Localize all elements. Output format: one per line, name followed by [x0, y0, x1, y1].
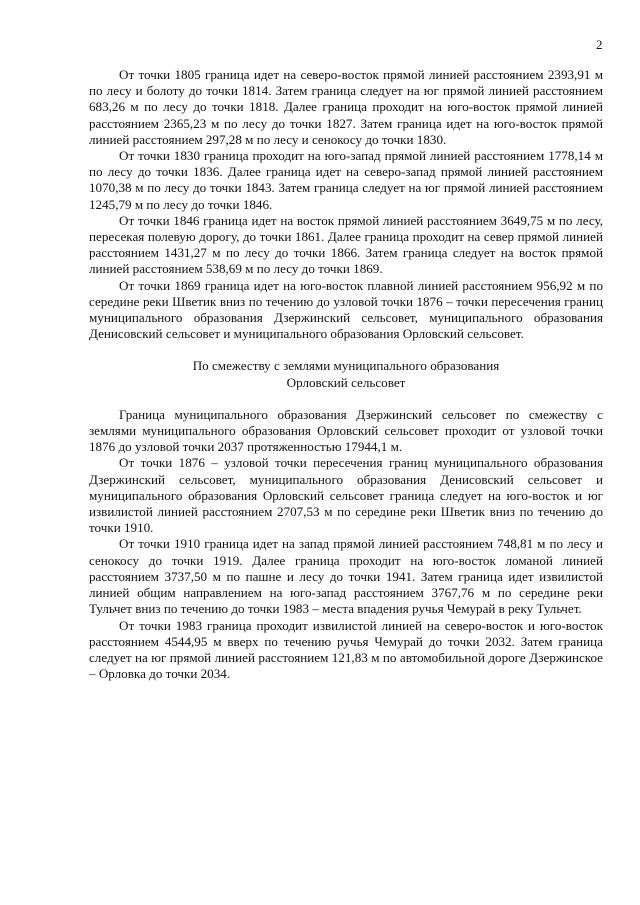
spacer	[89, 342, 603, 358]
paragraph: От точки 1805 граница идет на северо-восток прямой линией расстоянием 2393,91 м по лесу и болоту до точки 1814. Затем граница следует на юг прямой линией расстоянием 683,26 м по лесу до точки 1818. Далее граница проходит на юго-восток прямой линией расстоянием 2365,23 м по лесу до точки 1827. Затем граница идет на юго-восток прямой линией расстоянием 297,28 м по лесу и сенокосу до точки 1830.	[89, 67, 603, 147]
section-heading-line2: Орловский сельсовет	[286, 374, 406, 390]
document-body	[89, 67, 603, 682]
paragraph: От точки 1983 граница проходит извилистой линией на северо-восток и юго-восток расстоянием 4544,95 м вверх по течению ручья Чемурай до точки 2032. Затем граница следует на юг прямой линией расстоянием 121,83 м по автомобильной дороге Дзержинское – Орловка до точки 2034.	[89, 617, 603, 682]
section-heading	[89, 358, 603, 390]
paragraph: От точки 1846 граница идет на восток прямой линией расстоянием 3649,75 м по лесу, пересекая полевую дорогу, до точки 1861. Далее граница проходит на север прямой линией расстоянием 1431,27 м по лесу до точки 1866. Затем граница следует на восток прямой линией расстоянием 538,69 м по лесу до точки 1869.	[89, 212, 603, 277]
paragraph: От точки 1869 граница идет на юго-восток плавной линией расстоянием 956,92 м по середине реки Шветик вниз по течению до узловой точки 1876 – точки пересечения границ муниципального образования Дзержинский сельсовет, муниципального образования Денисовский сельсовет и муниципального образования Орловский сельсовет.	[89, 277, 603, 342]
paragraph: Граница муниципального образования Дзержинский сельсовет по смежеству с землями муниципального образования Орловский сельсовет проходит от узловой точки 1876 до узловой точки 2037 протяженностью 17944,1 м.	[89, 406, 603, 455]
section-heading-line1: По смежеству с землями муниципального образования	[192, 358, 500, 374]
spacer	[89, 391, 603, 407]
paragraph: От точки 1876 – узловой точки пересечения границ муниципального образования Дзержинский сельсовет, муниципального образования Денисовский сельсовет и муниципального образования Орловский сельсовет граница следует на юго-восток и юг извилистой линией расстоянием 2707,53 м по середине реки Шветик вниз по течению до точки 1910.	[89, 455, 603, 536]
paragraph: От точки 1830 граница проходит на юго-запад прямой линией расстоянием 1778,14 м по лесу до точки 1836. Далее граница идет на северо-запад прямой линией расстоянием 1070,38 м по лесу до точки 1843. Затем граница следует на юг прямой линией расстоянием 1245,79 м по лесу до точки 1846.	[89, 148, 603, 212]
paragraph: От точки 1910 граница идет на запад прямой линией расстоянием 748,81 м по лесу и сенокосу до точки 1919. Далее граница проходит на юго-восток ломаной линией расстоянием 3737,50 м по пашне и лесу до точки 1941. Затем граница идет извилистой линией общим направлением на юго-запад расстоянием 3767,76 м по середине реки Тульчет вниз по течению до точки 1983 – места впадения ручья Чемурай в реку Тульчет.	[89, 536, 603, 617]
page-number: 2	[596, 37, 603, 52]
